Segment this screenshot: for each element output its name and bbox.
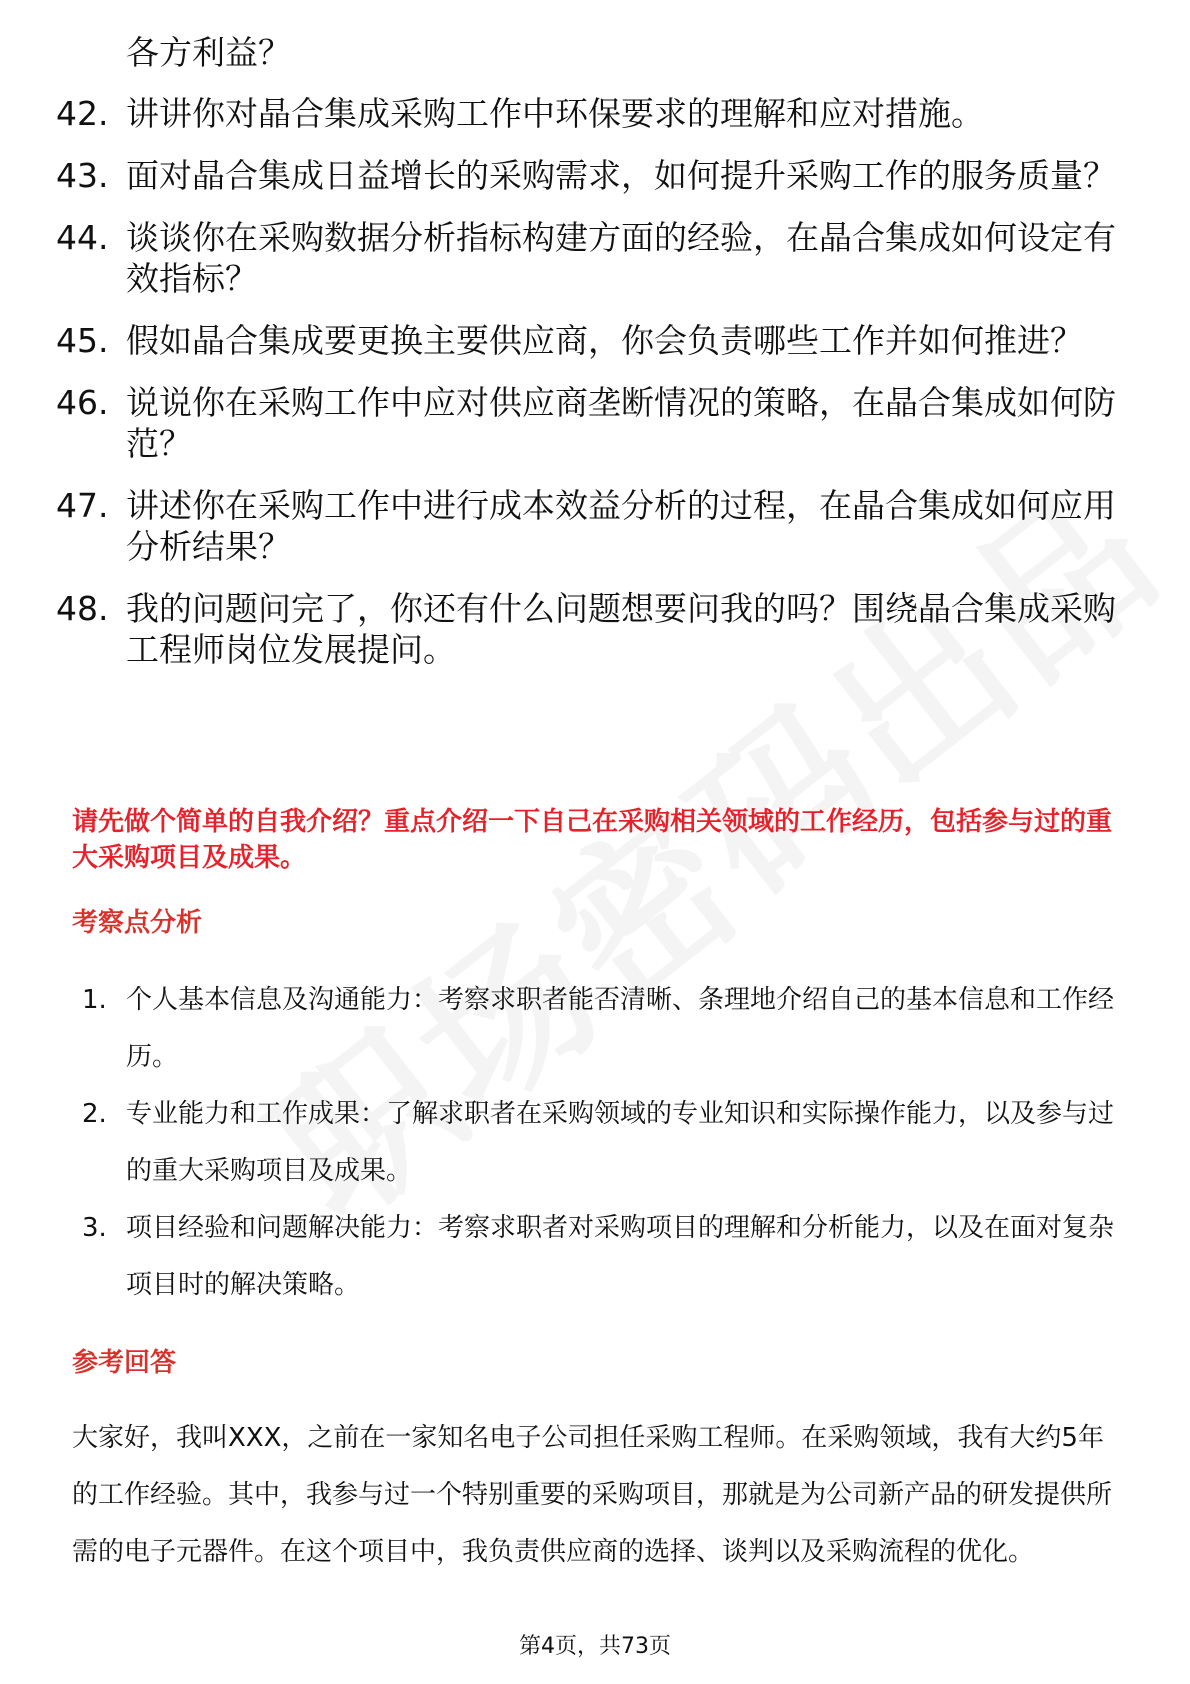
page-footer: 第4页，共73页 [519,1634,671,1659]
question-number: 42. [56,94,109,133]
analysis-item [82,1086,1122,1200]
featured-question: 请先做个简单的自我介绍？重点介绍一下自己在采购相关领域的工作经历，包括参与过的重大采购项目及成果。 [72,807,1113,873]
question-text: 我的问题问完了，你还有什么问题想要问我的吗？围绕晶合集成采购工程师岗位发展提问。 [126,589,1116,669]
analysis-item [82,1200,1122,1314]
question-item [56,485,1116,567]
analysis-text: 个人基本信息及沟通能力：考察求职者能否清晰、条理地介绍自己的基本信息和工作经历。 [126,985,1115,1072]
analysis-text: 专业能力和工作成果：了解求职者在采购领域的专业知识和实际操作能力，以及参与过的重大采购项目及成果。 [126,1099,1115,1186]
question-number: 44. [56,218,109,257]
question-number: 45. [56,321,109,360]
question-text: 面对晶合集成日益增长的采购需求，如何提升采购工作的服务质量？ [126,156,1116,195]
question-item [56,217,1116,299]
question-text: 说说你在采购工作中应对供应商垄断情况的策略，在晶合集成如何防范？ [126,383,1116,463]
analysis-list [82,972,1122,1314]
question-text: 假如晶合集成要更换主要供应商，你会负责哪些工作并如何推进？ [126,321,1083,360]
question-text: 讲讲你对晶合集成采购工作中环保要求的理解和应对措施。 [126,94,984,133]
question-item [56,93,1116,134]
question-item [56,382,1116,464]
question-item [56,155,1116,196]
analysis-number: 1. [82,985,107,1015]
analysis-number: 3. [82,1213,107,1243]
answer-paragraph: 大家好，我叫XXX，之前在一家知名电子公司担任采购工程师。在采购领域，我有大约5年的工作经验。其中，我参与过一个特别重要的采购项目，那就是为公司新产品的研发提供所需的电子元器件。在这个项目中，我负责供应商的选择、谈判以及采购流程的优化。 [72,1423,1113,1567]
question-text: 谈谈你在采购数据分析指标构建方面的经验，在晶合集成如何设定有效指标？ [126,218,1116,298]
analysis-item [82,972,1122,1086]
analysis-heading: 考察点分析 [72,908,203,938]
question-number: 43. [56,156,109,195]
analysis-text: 项目经验和问题解决能力：考察求职者对采购项目的理解和分析能力，以及在面对复杂项目时的解决策略。 [126,1213,1115,1300]
analysis-number: 2. [82,1099,107,1129]
question-list [56,32,1116,691]
question-number: 48. [56,589,109,628]
question-number: 47. [56,486,109,525]
question-number: 46. [56,383,109,422]
question-text: 各方利益？ [126,33,291,72]
question-item [56,32,1116,73]
answer-heading: 参考回答 [72,1348,177,1378]
question-item [56,588,1116,670]
question-item [56,320,1116,361]
question-text: 讲述你在采购工作中进行成本效益分析的过程，在晶合集成如何应用分析结果？ [126,486,1116,566]
